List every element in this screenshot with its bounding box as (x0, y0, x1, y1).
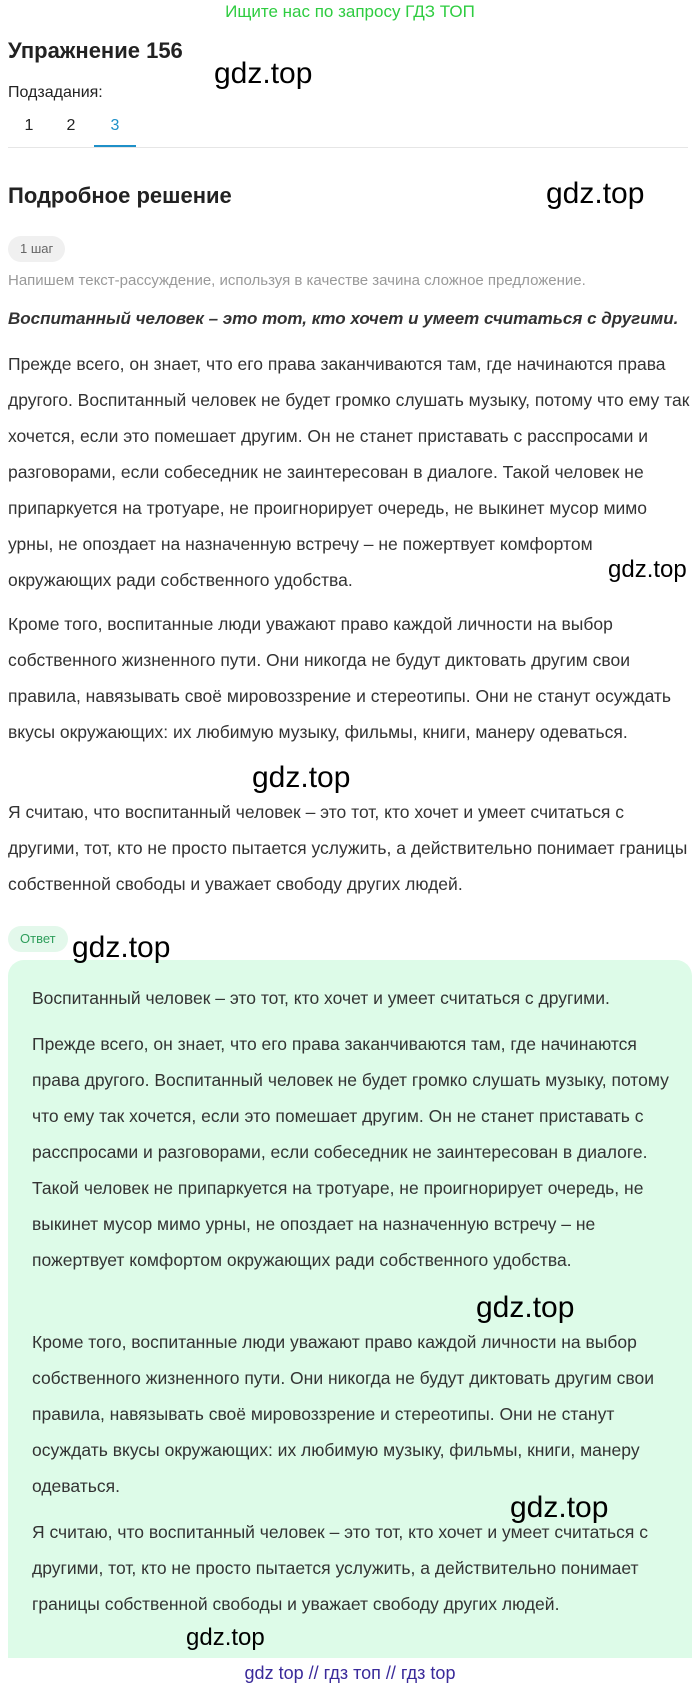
top-banner: Ищите нас по запросу ГДЗ ТОП (225, 2, 475, 21)
answer-paragraph-3: Я считаю, что воспитанный человек – это тот, кто хочет и умеет считаться с другими, тот, кто не просто пытается услужить, а действительно понимает границы собственной свободы и уважает свободу других людей. (32, 1522, 648, 1614)
solution-paragraph-3: Я считаю, что воспитанный человек – это тот, кто хочет и умеет считаться с другими, тот, кто не просто пытается услужить, а действительно понимает границы собственной свободы и уважает свободу других людей. (8, 802, 688, 894)
exercise-title: Упражнение 156 (8, 38, 183, 63)
watermark: gdz.top (252, 761, 351, 794)
solution-paragraph-1: Прежде всего, он знает, что его права заканчиваются там, где начинаются права другого. Воспитанный человек не будет громко слушать музыку, потому что ему так хочется, если это помешает другим. Он не станет приставать с расспросами и разговорами, если собеседник не заинтересован в диалоге. Такой человек не припаркуется на тротуаре, не проигнорирует очередь, не выкинет мусор мимо урны, не опоздает на назначенную встречу – не пожертвует комфортом окружающих ради собственного удобства. (8, 354, 690, 590)
intro-text: Напишем текст-рассуждение, используя в качестве зачина сложное предложение. (8, 272, 586, 289)
watermark: gdz.top (186, 1624, 265, 1651)
watermark: gdz.top (608, 556, 687, 583)
answer-badge: Ответ (8, 926, 68, 952)
thesis-text: Воспитанный человек – это тот, кто хочет и умеет считаться с другими. (8, 309, 679, 328)
footer-links: gdz top // гдз топ // гдз top (244, 1663, 456, 1683)
tab-subtask-3[interactable]: 3 (94, 110, 136, 147)
step-badge: 1 шаг (8, 236, 65, 262)
tab-subtask-1[interactable]: 1 (24, 117, 34, 134)
watermark: gdz.top (72, 931, 171, 964)
section-title: Подробное решение (8, 183, 232, 208)
answer-box (8, 960, 692, 1658)
watermark: gdz.top (510, 1491, 609, 1524)
watermark: gdz.top (546, 177, 645, 210)
solution-paragraph-2: Кроме того, воспитанные люди уважают право каждой личности на выбор собственного жизненного пути. Они никогда не будут диктовать другим свои правила, навязывать своё мировоззрение и стереотипы. Они не станут осуждать вкусы окружающих: их любимую музыку, фильмы, книги, манеру одеваться. (8, 614, 672, 742)
tab-subtask-2[interactable]: 2 (66, 117, 76, 134)
answer-paragraph-0: Воспитанный человек – это тот, кто хочет и умеет считаться с другими. (32, 988, 610, 1008)
subtasks-label: Подзадания: (8, 84, 103, 101)
watermark: gdz.top (214, 57, 313, 90)
answer-paragraph-2: Кроме того, воспитанные люди уважают право каждой личности на выбор собственного жизненного пути. Они никогда не будут диктовать другим свои правила, навязывать своё мировоззрение и стереотипы. Они не станут осуждать вкусы окружающих: их любимую музыку, фильмы, книги, манеру одеваться. (32, 1332, 655, 1496)
subtask-tabs (8, 110, 688, 148)
answer-paragraph-1: Прежде всего, он знает, что его права заканчиваются там, где начинаются права другого. Воспитанный человек не будет громко слушать музыку, потому что ему так хочется, если это помешает другим. Он не станет приставать с расспросами и разговорами, если собеседник не заинтересован в диалоге. Такой человек не припаркуется на тротуаре, не проигнорирует очередь, не выкинет мусор мимо урны, не опоздает на назначенную встречу – не пожертвует комфортом окружающих ради собственного удобства. (32, 1034, 669, 1270)
watermark: gdz.top (476, 1291, 575, 1324)
